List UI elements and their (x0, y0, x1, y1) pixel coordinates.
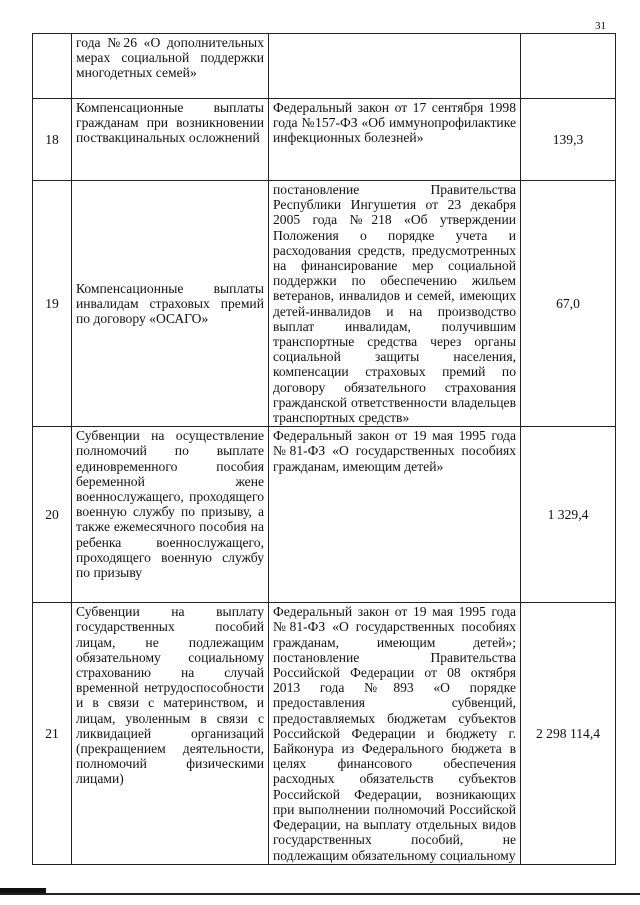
row-number (33, 34, 72, 99)
row-name: Компенсационные выплаты инвалидам страховых премий по договору «ОСАГО» (72, 181, 269, 427)
row-legal-basis (269, 34, 521, 99)
table-row (33, 181, 616, 427)
row-number: 21 (33, 603, 72, 864)
row-amount (521, 34, 616, 99)
row-number: 18 (33, 99, 72, 181)
row-legal-basis: постановление Правительства Республики Ингушетия от 23 декабря 2005 года №218 «Об утверждении Положения о порядке учета и расходования средств, предусмотренных на финансирование мер социальной поддержки по обеспечению жильем ветеранов, инвалидов и семей, имеющих детей-инвалидов и на производство выплат инвалидам, получившим транспортные средства через органы социальной защиты населения, компенсации страховых премий по договору обязательного страхования гражданской ответственности владельцев транспортных средств» (269, 181, 521, 427)
row-legal-basis: Федеральный закон от 19 мая 1995 года №81-ФЗ «О государственных пособиях гражданам, имеющим детей» (269, 427, 521, 603)
row-name: года №26 «О дополнительных мерах социальной поддержки многодетных семей» (72, 34, 269, 99)
row-number: 19 (33, 181, 72, 427)
table-row (33, 427, 616, 603)
budget-table (32, 33, 616, 865)
page-number: 31 (595, 20, 606, 32)
table-row (33, 603, 616, 864)
table-row (33, 34, 616, 99)
row-legal-basis: Федеральный закон от 17 сентября 1998 года №157-ФЗ «Об иммунопрофилактике инфекционных болезней» (269, 99, 521, 181)
row-legal-basis: Федеральный закон от 19 мая 1995 года №81-ФЗ «О государственных пособиях гражданам, имеющим детей»; постановление Правительства Российской Федерации от 08 октября 2013 года №893 «О порядке предоставления субвенций, предоставляемых бюджетам субъектов Российской Федерации и бюджету г. Байконура из Федерального бюджета в целях финансового обеспечения расходных обязательств субъектов Российской Федерации, возникающих при выполнении полномочий Российской Федерации, на выплату отдельных видов государственных пособий, не подлежащим обязательному социальному (269, 603, 521, 864)
row-name: Субвенции на выплату государственных пособий лицам, не подлежащим обязательному социальному страхованию на случай временной нетрудоспособности и в связи с материнством, и лицам, уволенным в связи с ликвидацией организаций (прекращением деятельности, полномочий физическими лицами) (72, 603, 269, 864)
row-name: Субвенции на осуществление полномочий по выплате единовременного пособия беременной жене военнослужащего, проходящего военную службу по призыву, а также ежемесячного пособия на ребенка военнослужащего, проходящего военную службу по призыву (72, 427, 269, 603)
row-name: Компенсационные выплаты гражданам при возникновении поствакцинальных осложнений (72, 99, 269, 181)
row-amount: 2 298 114,4 (521, 603, 616, 864)
row-amount: 139,3 (521, 99, 616, 181)
row-amount: 67,0 (521, 181, 616, 427)
row-amount: 1 329,4 (521, 427, 616, 603)
table-row (33, 99, 616, 181)
scan-edge-line (0, 893, 640, 895)
row-number: 20 (33, 427, 72, 603)
